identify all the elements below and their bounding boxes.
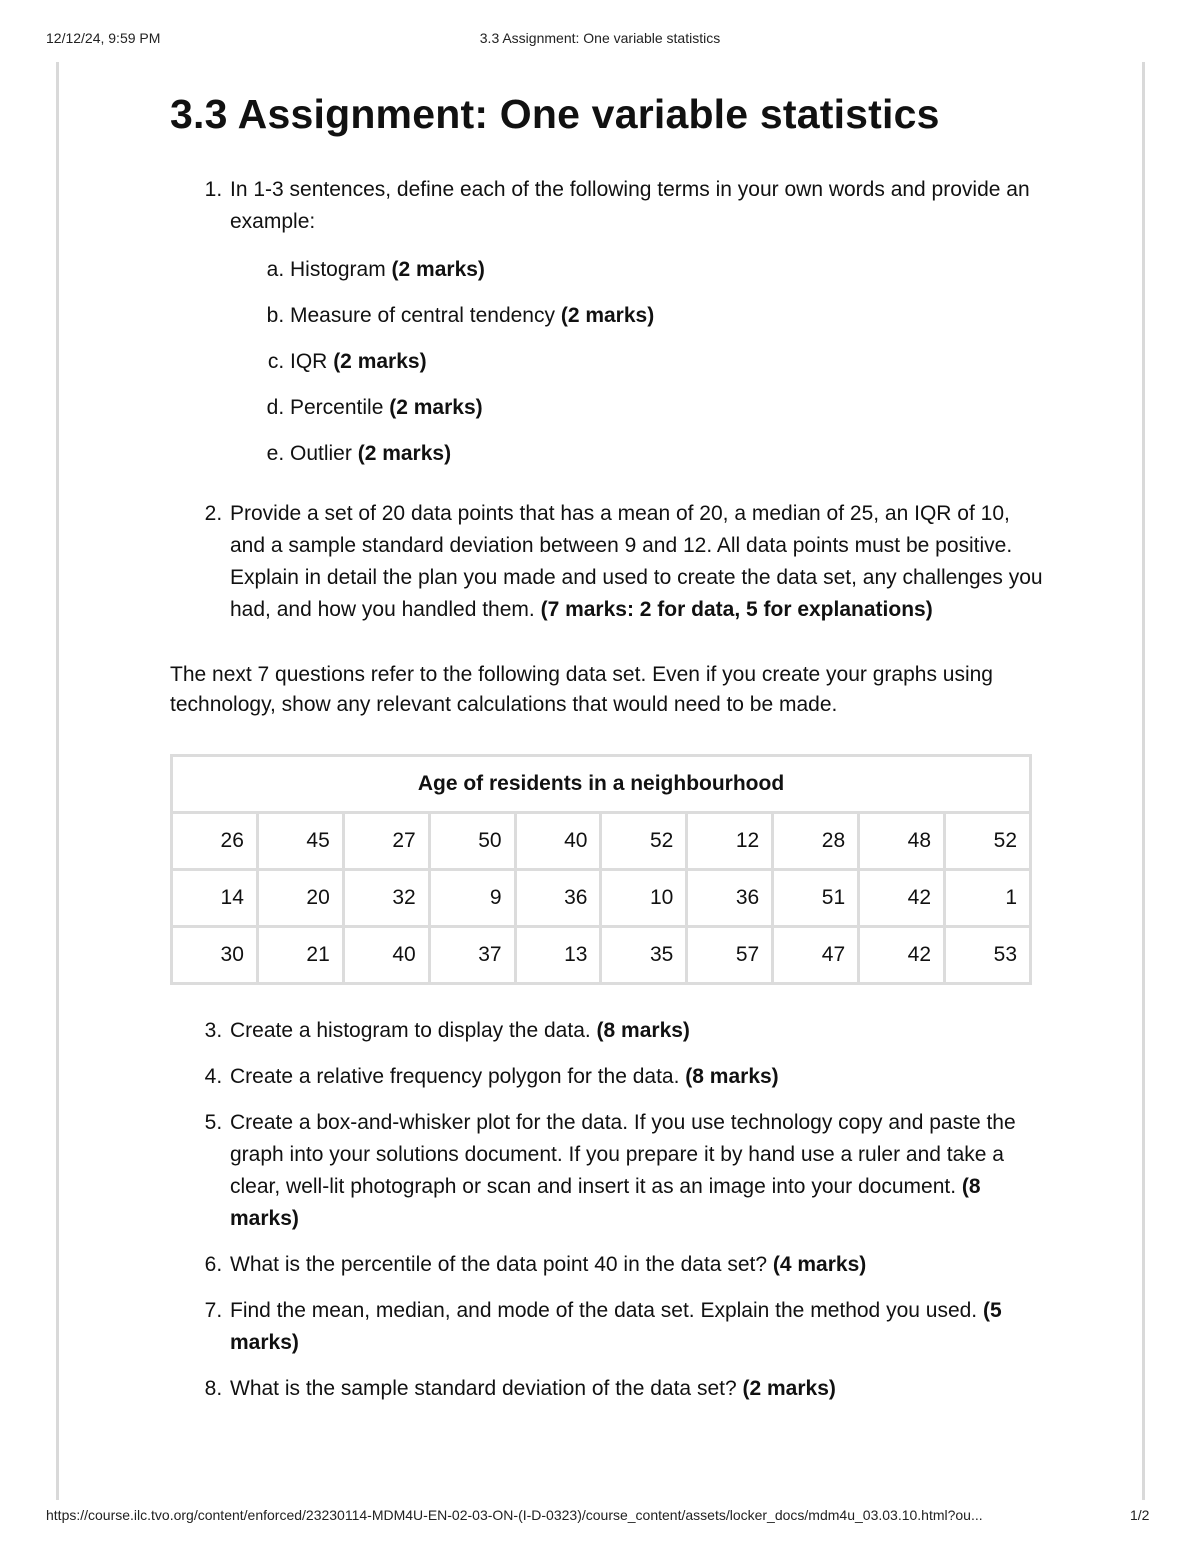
term-marks: (2 marks): [357, 442, 452, 465]
table-cell: 47: [773, 927, 859, 984]
page-border-left: [56, 62, 59, 1500]
table-cell: 32: [343, 870, 429, 927]
question-marks: (8 marks): [230, 1175, 981, 1230]
table-body: [172, 813, 1031, 984]
print-header: [0, 30, 1200, 50]
question-text: What is the percentile of the data point 40 in the data set?: [230, 1253, 768, 1276]
term-item: [290, 254, 1050, 286]
question-marks: (4 marks): [772, 1253, 867, 1276]
term-name: Histogram: [290, 258, 386, 281]
question-2-text: Provide a set of 20 data points that has a mean of 20, a median of 25, an IQR of 10, and a sample standard deviation between 9 and 12. All data points must be positive. Explain in detail the plan you made and used to create the data set, any challenges you had, and how you handled them.: [230, 502, 1043, 621]
question-text: Create a relative frequency polygon for the data.: [230, 1065, 680, 1088]
term-name: Percentile: [290, 396, 384, 419]
question-5: [228, 1107, 1050, 1235]
page-title: 3.3 Assignment: One variable statistics: [170, 91, 940, 137]
table-cell: 20: [257, 870, 343, 927]
table-cell: 50: [429, 813, 515, 870]
table-cell: 40: [515, 813, 601, 870]
question-7: [228, 1295, 1050, 1359]
table-cell: 28: [773, 813, 859, 870]
table-cell: 45: [257, 813, 343, 870]
term-item: [290, 300, 1050, 332]
table-cell: 36: [515, 870, 601, 927]
table-cell: 13: [515, 927, 601, 984]
table-cell: 27: [343, 813, 429, 870]
question-2: [228, 498, 1050, 626]
question-text: Create a histogram to display the data.: [230, 1019, 591, 1042]
data-set-intro: The next 7 questions refer to the following data set. Even if you create your graphs using technology, show any relevant calculations that would need to be made.: [170, 663, 993, 716]
table-cell: 1: [945, 870, 1031, 927]
question-list-part-1: [170, 174, 1050, 626]
question-1-text: In 1-3 sentences, define each of the following terms in your own words and provide an example:: [230, 178, 1030, 233]
term-list: [230, 254, 1050, 470]
table-cell: 21: [257, 927, 343, 984]
table-row: [172, 927, 1031, 984]
print-doc-title: 3.3 Assignment: One variable statistics: [479, 30, 721, 46]
table-cell: 14: [172, 870, 258, 927]
term-name: IQR: [290, 350, 328, 373]
table-row: [172, 813, 1031, 870]
print-date: 12/12/24, 9:59 PM: [46, 30, 161, 46]
term-marks: (2 marks): [391, 258, 485, 281]
assignment-content: [170, 88, 1050, 1419]
table-cell: 42: [859, 870, 945, 927]
term-marks: (2 marks): [333, 350, 427, 373]
term-name: Measure of central tendency: [290, 304, 555, 327]
term-marks: (2 marks): [560, 304, 655, 327]
question-text: What is the sample standard deviation of the data set?: [230, 1377, 737, 1400]
table-cell: 12: [687, 813, 773, 870]
question-marks: (8 marks): [596, 1019, 690, 1042]
question-4: [228, 1061, 1050, 1093]
table-cell: 52: [945, 813, 1031, 870]
table-cell: 51: [773, 870, 859, 927]
question-list-part-2: [170, 1015, 1050, 1405]
term-marks: (2 marks): [389, 396, 483, 419]
table-cell: 36: [687, 870, 773, 927]
question-text: Create a box-and-whisker plot for the data. If you use technology copy and paste the graph into your solutions document. If you prepare it by hand use a ruler and take a clear, well-lit photograph or scan and insert it as an image into your document.: [230, 1111, 1016, 1198]
table-cell: 57: [687, 927, 773, 984]
table-cell: 53: [945, 927, 1031, 984]
table-row: [172, 870, 1031, 927]
question-text: Find the mean, median, and mode of the data set. Explain the method you used.: [230, 1299, 978, 1322]
term-item: [290, 438, 1050, 470]
data-table: [170, 754, 1032, 985]
table-cell: 30: [172, 927, 258, 984]
table-cell: 42: [859, 927, 945, 984]
table-cell: 48: [859, 813, 945, 870]
table-cell: 26: [172, 813, 258, 870]
question-marks: (2 marks): [742, 1377, 836, 1400]
table-cell: 9: [429, 870, 515, 927]
table-cell: 10: [601, 870, 687, 927]
question-marks: (8 marks): [685, 1065, 779, 1088]
table-cell: 40: [343, 927, 429, 984]
question-6: [228, 1249, 1050, 1281]
table-cell: 35: [601, 927, 687, 984]
question-3: [228, 1015, 1050, 1047]
page-border-right: [1142, 62, 1145, 1500]
question-2-marks: (7 marks: 2 for data, 5 for explanations): [540, 598, 933, 621]
table-cell: 37: [429, 927, 515, 984]
question-1: [228, 174, 1050, 470]
page-number: 1/2: [1130, 1507, 1150, 1523]
question-marks: (5 marks): [230, 1299, 1002, 1354]
term-name: Outlier: [290, 442, 352, 465]
table-cell: 52: [601, 813, 687, 870]
term-item: [290, 392, 1050, 424]
question-8: [228, 1373, 1050, 1405]
term-item: [290, 346, 1050, 378]
table-caption: Age of residents in a neighbourhood: [172, 756, 1031, 813]
page-url: https://course.ilc.tvo.org/content/enforced/23230114-MDM4U-EN-02-03-ON-(I-D-0323)/course_content/assets/locker_docs/mdm4u_03.03.10.html?ou...: [46, 1507, 983, 1523]
